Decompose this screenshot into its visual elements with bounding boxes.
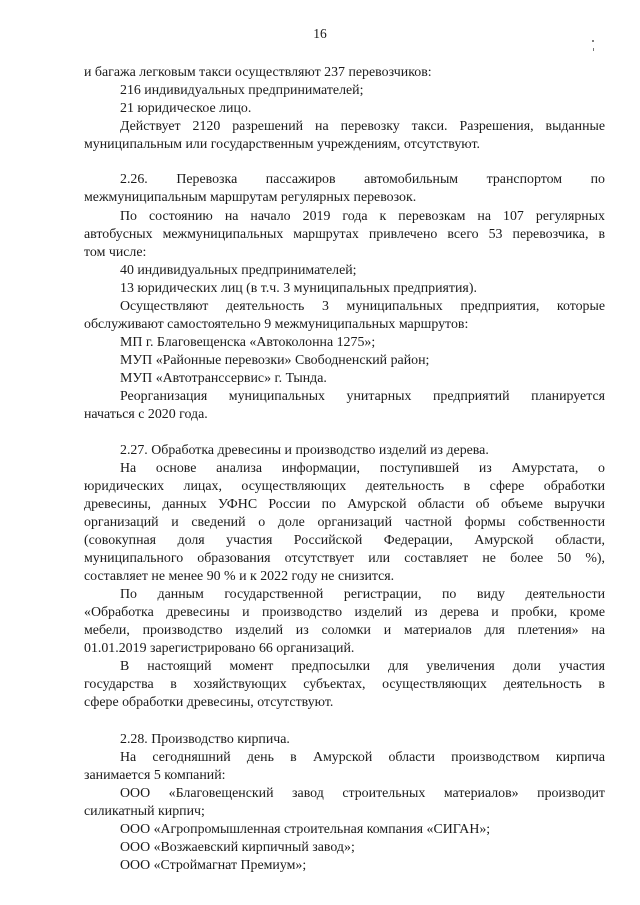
text-line: организаций и сведений о доле организаций частной формы собственности — [84, 515, 605, 530]
text-line: занимается 5 компаний: — [84, 768, 226, 783]
text-line: начаться с 2020 года. — [84, 407, 208, 422]
section-heading-2-28: 2.28. Производство кирпича. — [120, 732, 290, 747]
text-line: Реорганизация муниципальных унитарных предприятий планируется — [120, 389, 605, 404]
text-line: муниципального образования отсутствует или составляет не более 50 %), — [84, 551, 605, 566]
text-line: государства в хозяйствующих субъектах, осуществляющих деятельность в — [84, 677, 605, 692]
text-line: В настоящий момент предпосылки для увеличения доли участия — [120, 659, 605, 674]
text-line: 21 юридическое лицо. — [120, 101, 252, 116]
text-line: силикатный кирпич; — [84, 804, 205, 819]
text-line: (совокупная доля участия Российской Федерации, Амурской области, — [84, 533, 605, 548]
text-line: юридических лицах, осуществляющих деятельность в сфере обработки — [84, 479, 605, 494]
text-line: и багажа легковым такси осуществляют 237 перевозчиков: — [84, 65, 432, 80]
section-heading-2-26: 2.26. Перевозка пассажиров автомобильным транспортом по — [120, 172, 605, 187]
text-line: ООО «Возжаевский кирпичный завод»; — [120, 840, 355, 855]
text-line: 216 индивидуальных предпринимателей; — [120, 83, 364, 98]
scan-speck — [592, 40, 594, 42]
text-line: автобусных межмуниципальных маршрутах привлечено всего 53 перевозчика, в — [84, 227, 605, 242]
text-line: По состоянию на начало 2019 года к перевозкам на 107 регулярных — [120, 209, 605, 224]
text-line: Действует 2120 разрешений на перевозку такси. Разрешения, выданные — [120, 119, 605, 134]
text-line: МУП «Районные перевозки» Свободненский район; — [120, 353, 430, 368]
text-line: «Обработка древесины и производство изделий из дерева и пробки, кроме — [84, 605, 605, 620]
text-line: МП г. Благовещенска «Автоколонна 1275»; — [120, 335, 376, 350]
text-line: ООО «Агропромышленная строительная компания «СИГАН»; — [120, 822, 491, 837]
text-line: 01.01.2019 зарегистрировано 66 организаций. — [84, 641, 355, 656]
text-line: Осуществляют деятельность 3 муниципальных предприятия, которые — [120, 299, 605, 314]
text-line: ООО «Строймагнат Премиум»; — [120, 858, 307, 873]
page-number: 16 — [313, 26, 327, 41]
text-line: По данным государственной регистрации, по виду деятельности — [120, 587, 605, 602]
text-line: обслуживают самостоятельно 9 межмуниципальных маршрутов: — [84, 317, 469, 332]
text-line: составляет не менее 90 % и к 2022 году не снизится. — [84, 569, 395, 584]
text-line: На сегодняшний день в Амурской области производством кирпича — [120, 750, 605, 765]
text-line: сфере обработки древесины, отсутствуют. — [84, 695, 334, 710]
section-heading-2-27: 2.27. Обработка древесины и производство изделий из дерева. — [120, 443, 489, 458]
text-line: 40 индивидуальных предпринимателей; — [120, 263, 357, 278]
scan-speck — [593, 48, 594, 51]
text-line: мебели, производство изделий из соломки и материалов для плетения» на — [84, 623, 605, 638]
text-line: На основе анализа информации, поступившей из Амурстата, о — [120, 461, 605, 476]
text-line: муниципальным или государственным учреждениям, отсутствуют. — [84, 137, 480, 152]
text-line: том числе: — [84, 245, 147, 260]
text-line: межмуниципальным маршрутам регулярных перевозок. — [84, 190, 417, 205]
text-line: 13 юридических лиц (в т.ч. 3 муниципальных предприятия). — [120, 281, 477, 296]
text-line: древесины, данных УФНС России по Амурской области об объеме выручки — [84, 497, 605, 512]
text-line: МУП «Автотранссервис» г. Тында. — [120, 371, 327, 386]
text-line: ООО «Благовещенский завод строительных материалов» производит — [120, 786, 605, 801]
